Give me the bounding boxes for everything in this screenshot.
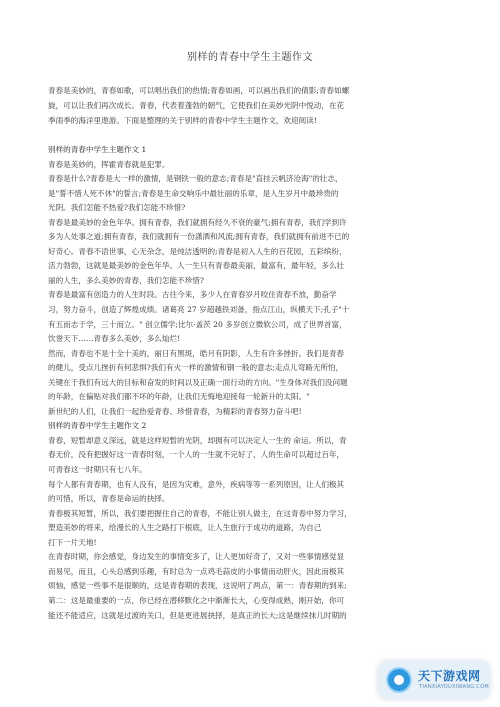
body-line: 关键在于我们有远大的目标和奋发的时间以及正确一面行动的方向。"生身体对我们没问题	[48, 377, 348, 387]
body-line: 光阴。我们怎能不热爱?我们怎能不珍惜?	[48, 203, 186, 213]
site-watermark	[378, 661, 490, 699]
body-line: 青春极其短暂，所以，我们要把握住自己的青春，不能让别人做主，在这青春中努力学习，	[48, 508, 352, 518]
body-line: 新世纪的人们，让我们一起热爱青春、珍惜青春，为精彩的青春努力奋斗吧!	[48, 406, 302, 416]
watermark-url: TIANXIAYOUXIWANG.COM	[419, 684, 489, 690]
body-line: 丽的人生，多么美妙的青春，我们怎能不珍惜?	[48, 275, 204, 285]
section-heading: 别样的青春中学生主题作文 2	[48, 421, 147, 431]
body-line: 好奇心。青春不语世事，心无杂念，是纯洁透明的;青春是初入人生的百花园，五彩缤纷，	[48, 246, 347, 256]
body-line: 有五而志于学，三十而立。" 创立儒学;比尔·盖茨 20 多岁创立微软公司，成了世界首富，	[48, 319, 347, 329]
intro-line: 旋，可以让我们再次成长。青春，代表着蓬勃的朝气，它使我们在美妙光阴中悦动，在花	[48, 101, 345, 110]
body-line: 塑造美妙的将来，给漫长的人生之路打下根底，让人生旅行于成功的道路，为自己	[48, 523, 322, 533]
intro-line: 青春是美妙的，青春如歌，可以唱出我们的热情;青春如画，可以画出我们的倩影;青春如螺	[48, 86, 350, 95]
body-line: 青春是最富有创造力的人生时段。古往今来，多少人在青春岁月咬住青春不放，勤奋学	[48, 290, 337, 300]
article-body	[48, 143, 458, 623]
body-line: 春无价，没有把握好这一青春时刻，一个人的一生就不完好了，人的生命可以超过百年，	[48, 450, 345, 460]
intro-line: 季雨季的海洋里遨游。下面是整理的关于别样的青春中学生主题作文，欢迎阅读!	[48, 116, 317, 125]
section-heading: 别样的青春中学生主题作文 1	[48, 145, 147, 154]
body-line: 的年龄，在偏贴对我们都不坏的年龄，让我们无悔地迎接每一轮新升的太阳。"	[48, 392, 310, 402]
watermark-brand: 天下游戏网	[418, 669, 481, 683]
body-line: 而易见，而且，心头总感到乐趣，有时总为一点鸡毛蒜皮的小事情而动肝火，因此而极其	[48, 566, 345, 576]
body-line: 在青春时期，你会感觉，身边发生的事情变多了，让人更加好奇了，又对一些事情感觉显	[48, 552, 345, 562]
body-line: 习，努力奋斗，创造了辉煌成绩。诸葛亮 27 岁超越铁刘备，指点江山，纵横天下;孔子"十	[48, 305, 350, 315]
body-line: 烦恼，感觉一些事不是很顺的，这是青春期的表现，这说明了两点，第一：青春期的到来;	[48, 581, 347, 591]
body-line: 可青春这一时期只有七八年。	[48, 465, 147, 475]
body-line: 的健儿，受点儿挫折有何悲惧?我们有火一样的激情和钢一般的意志;走点儿弯路无所怕，	[48, 363, 344, 373]
body-line: 青春是美妙的，挥霍青春就是犯罪。	[48, 159, 170, 169]
body-line: 打下一片天地!	[48, 537, 97, 547]
body-line: 能还不能适应，这就是过渡的关口，但是更进展抉择，是真正的长大;这是继续抹儿时期的	[48, 610, 347, 620]
body-line: 每个人都有青春期，也有人没有，是因为灾难，意外，疾病等等一系列原因，让人们极其	[48, 479, 345, 489]
body-line: 多为人处事之道;拥有青春，我们就拥有一份潇洒和风流;拥有青春，我们就拥有前进不已的	[48, 232, 350, 242]
body-line: 的可惜，所以，青春是命运的抉择。	[48, 494, 170, 504]
body-line: 第二：这是最重要的一点，你已经在潜移默化之中渐渐长大，心变得成熟，刚开始，你可	[48, 595, 345, 605]
brand-logo-icon	[386, 667, 412, 693]
intro-paragraph	[48, 83, 456, 128]
body-line: 青春是最美妙的金色年华。拥有青春，我们就拥有经久不衰的豪气;拥有青春，我们学到许	[48, 217, 347, 227]
body-line: 然而，青春也不是十全十美的，丽日有黑斑，皓月有阴影，人生有许多挫折。我们是青春	[48, 348, 345, 358]
body-line: 活力勃勃，这就是最美妙的金色年华。人一生只有青春最美丽，最富有，最年轻，多么壮	[48, 261, 345, 271]
body-line: 青春是什么?青春是大一样的激情，是钢铁一般的意志;青春是"直挂云帆济沧海"的壮志，	[48, 174, 343, 184]
body-line: 饮誉天下……青春多么美妙，多么灿烂!	[48, 334, 181, 344]
page-title: 别样的青春中学生主题作文	[187, 52, 313, 63]
body-line: 是"誓不惜人死不休"的誓言;青春是生命交响乐中最壮丽的乐章，是人生岁月中最珍贵的	[48, 188, 339, 198]
body-line: 青春，短暂却意义深远，就是这样短暂的光阴，却拥有可以决定人一生的 命运。所以，青	[48, 435, 347, 445]
